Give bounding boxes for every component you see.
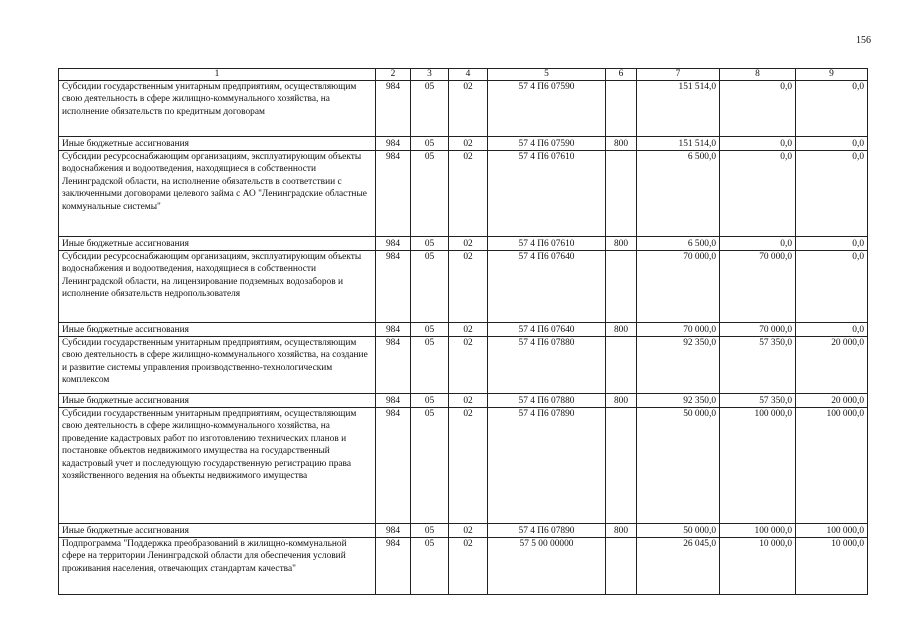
cell-col7: 50 000,0 <box>637 524 720 538</box>
cell-col9: 0,0 <box>796 251 868 323</box>
cell-col2: 984 <box>376 251 411 323</box>
cell-col4: 02 <box>449 408 488 524</box>
header-cell-3: 3 <box>411 69 449 81</box>
cell-col8: 100 000,0 <box>720 408 796 524</box>
cell-col7: 70 000,0 <box>637 323 720 337</box>
cell-col6 <box>606 151 637 237</box>
cell-col9: 0,0 <box>796 81 868 137</box>
cell-col2: 984 <box>376 524 411 538</box>
cell-col2: 984 <box>376 151 411 237</box>
row-name: Субсидии государственным унитарным предприятиям, осуществляющим свою деятельность в сфере жилищно-коммунального хозяйства, на создание и развитие системы управления производственно-технологическим комплексом <box>59 337 376 394</box>
cell-col5: 57 4 П6 07880 <box>488 394 606 408</box>
cell-col8: 0,0 <box>720 81 796 137</box>
budget-table <box>58 68 868 595</box>
cell-col9: 0,0 <box>796 151 868 237</box>
cell-col9: 20 000,0 <box>796 337 868 394</box>
cell-col7: 151 514,0 <box>637 137 720 151</box>
cell-col4: 02 <box>449 137 488 151</box>
row-name: Иные бюджетные ассигнования <box>59 137 376 151</box>
cell-col4: 02 <box>449 251 488 323</box>
cell-col3: 05 <box>411 137 449 151</box>
cell-col8: 0,0 <box>720 237 796 251</box>
cell-col7: 26 045,0 <box>637 538 720 595</box>
cell-col6: 800 <box>606 137 637 151</box>
cell-col3: 05 <box>411 323 449 337</box>
header-cell-8: 8 <box>720 69 796 81</box>
table-row <box>59 394 868 408</box>
cell-col7: 151 514,0 <box>637 81 720 137</box>
table-row <box>59 408 868 524</box>
header-row <box>59 69 868 81</box>
page-number: 156 <box>856 35 871 46</box>
cell-col5: 57 4 П6 07610 <box>488 151 606 237</box>
header-cell-5: 5 <box>488 69 606 81</box>
cell-col3: 05 <box>411 251 449 323</box>
row-name: Иные бюджетные ассигнования <box>59 237 376 251</box>
cell-col3: 05 <box>411 81 449 137</box>
header-cell-6: 6 <box>606 69 637 81</box>
cell-col4: 02 <box>449 323 488 337</box>
cell-col5: 57 4 П6 07590 <box>488 137 606 151</box>
row-name: Иные бюджетные ассигнования <box>59 394 376 408</box>
cell-col8: 70 000,0 <box>720 251 796 323</box>
cell-col4: 02 <box>449 538 488 595</box>
row-name: Иные бюджетные ассигнования <box>59 524 376 538</box>
cell-col7: 70 000,0 <box>637 251 720 323</box>
cell-col9: 0,0 <box>796 137 868 151</box>
table-row <box>59 323 868 337</box>
cell-col9: 0,0 <box>796 237 868 251</box>
header-cell-7: 7 <box>637 69 720 81</box>
cell-col6: 800 <box>606 323 637 337</box>
row-name: Субсидии государственным унитарным предприятиям, осуществляющим свою деятельность в сфере жилищно-коммунального хозяйства, на исполнение обязательств по кредитным договорам <box>59 81 376 137</box>
cell-col2: 984 <box>376 137 411 151</box>
cell-col7: 6 500,0 <box>637 151 720 237</box>
cell-col6 <box>606 538 637 595</box>
cell-col7: 6 500,0 <box>637 237 720 251</box>
cell-col4: 02 <box>449 394 488 408</box>
cell-col5: 57 4 П6 07880 <box>488 337 606 394</box>
cell-col2: 984 <box>376 408 411 524</box>
cell-col4: 02 <box>449 81 488 137</box>
cell-col4: 02 <box>449 237 488 251</box>
cell-col2: 984 <box>376 337 411 394</box>
cell-col5: 57 4 П6 07640 <box>488 323 606 337</box>
cell-col3: 05 <box>411 151 449 237</box>
header-cell-9: 9 <box>796 69 868 81</box>
table-row <box>59 237 868 251</box>
row-name: Подпрограмма "Поддержка преобразований в жилищно-коммунальной сфере на территории Ленинградской области для обеспечения условий проживания населения, отвечающих стандартам качества" <box>59 538 376 595</box>
cell-col8: 57 350,0 <box>720 394 796 408</box>
header-cell-2: 2 <box>376 69 411 81</box>
table-row <box>59 251 868 323</box>
table-row <box>59 337 868 394</box>
cell-col2: 984 <box>376 81 411 137</box>
cell-col9: 100 000,0 <box>796 408 868 524</box>
cell-col5: 57 4 П6 07610 <box>488 237 606 251</box>
cell-col7: 50 000,0 <box>637 408 720 524</box>
cell-col5: 57 4 П6 07890 <box>488 408 606 524</box>
row-name: Субсидии ресурсоснабжающим организациям, эксплуатирующим объекты водоснабжения и водоотведения, находящиеся в собственности Ленинградской области, на исполнение обязательств в соответствии с заключенными договорами целевого займа с АО "Ленинградские областные коммунальные системы" <box>59 151 376 237</box>
table-row <box>59 81 868 137</box>
cell-col2: 984 <box>376 538 411 595</box>
cell-col8: 100 000,0 <box>720 524 796 538</box>
cell-col5: 57 4 П6 07640 <box>488 251 606 323</box>
cell-col3: 05 <box>411 408 449 524</box>
cell-col7: 92 350,0 <box>637 394 720 408</box>
cell-col9: 20 000,0 <box>796 394 868 408</box>
cell-col4: 02 <box>449 524 488 538</box>
cell-col9: 100 000,0 <box>796 524 868 538</box>
cell-col2: 984 <box>376 237 411 251</box>
table-row <box>59 524 868 538</box>
cell-col6 <box>606 81 637 137</box>
cell-col8: 0,0 <box>720 151 796 237</box>
cell-col3: 05 <box>411 394 449 408</box>
row-name: Субсидии государственным унитарным предприятиям, осуществляющим свою деятельность в сфере жилищно-коммунального хозяйства, на проведение кадастровых работ по изготовлению технических планов и постановке объектов недвижимого имущества на государственный кадастровый учет и последующую государственную регистрацию права хозяйственного ведения на объекты недвижимого имущества <box>59 408 376 524</box>
table-row <box>59 137 868 151</box>
cell-col4: 02 <box>449 151 488 237</box>
cell-col4: 02 <box>449 337 488 394</box>
cell-col9: 0,0 <box>796 323 868 337</box>
cell-col2: 984 <box>376 394 411 408</box>
row-name: Иные бюджетные ассигнования <box>59 323 376 337</box>
cell-col3: 05 <box>411 237 449 251</box>
cell-col9: 10 000,0 <box>796 538 868 595</box>
cell-col6: 800 <box>606 237 637 251</box>
cell-col8: 70 000,0 <box>720 323 796 337</box>
header-cell-1: 1 <box>59 69 376 81</box>
cell-col7: 92 350,0 <box>637 337 720 394</box>
cell-col6 <box>606 251 637 323</box>
cell-col3: 05 <box>411 337 449 394</box>
header-cell-4: 4 <box>449 69 488 81</box>
cell-col2: 984 <box>376 323 411 337</box>
table-row <box>59 538 868 595</box>
cell-col6: 800 <box>606 394 637 408</box>
cell-col5: 57 5 00 00000 <box>488 538 606 595</box>
cell-col8: 57 350,0 <box>720 337 796 394</box>
cell-col3: 05 <box>411 524 449 538</box>
cell-col6: 800 <box>606 524 637 538</box>
cell-col5: 57 4 П6 07890 <box>488 524 606 538</box>
cell-col8: 0,0 <box>720 137 796 151</box>
row-name: Субсидии ресурсоснабжающим организациям, эксплуатирующим объекты водоснабжения и водоотведения, находящиеся в собственности Ленинградской области, на лицензирование подземных водозаборов и исполнение обязательств недропользователя <box>59 251 376 323</box>
table-row <box>59 151 868 237</box>
cell-col6 <box>606 337 637 394</box>
cell-col6 <box>606 408 637 524</box>
cell-col8: 10 000,0 <box>720 538 796 595</box>
cell-col3: 05 <box>411 538 449 595</box>
cell-col5: 57 4 П6 07590 <box>488 81 606 137</box>
